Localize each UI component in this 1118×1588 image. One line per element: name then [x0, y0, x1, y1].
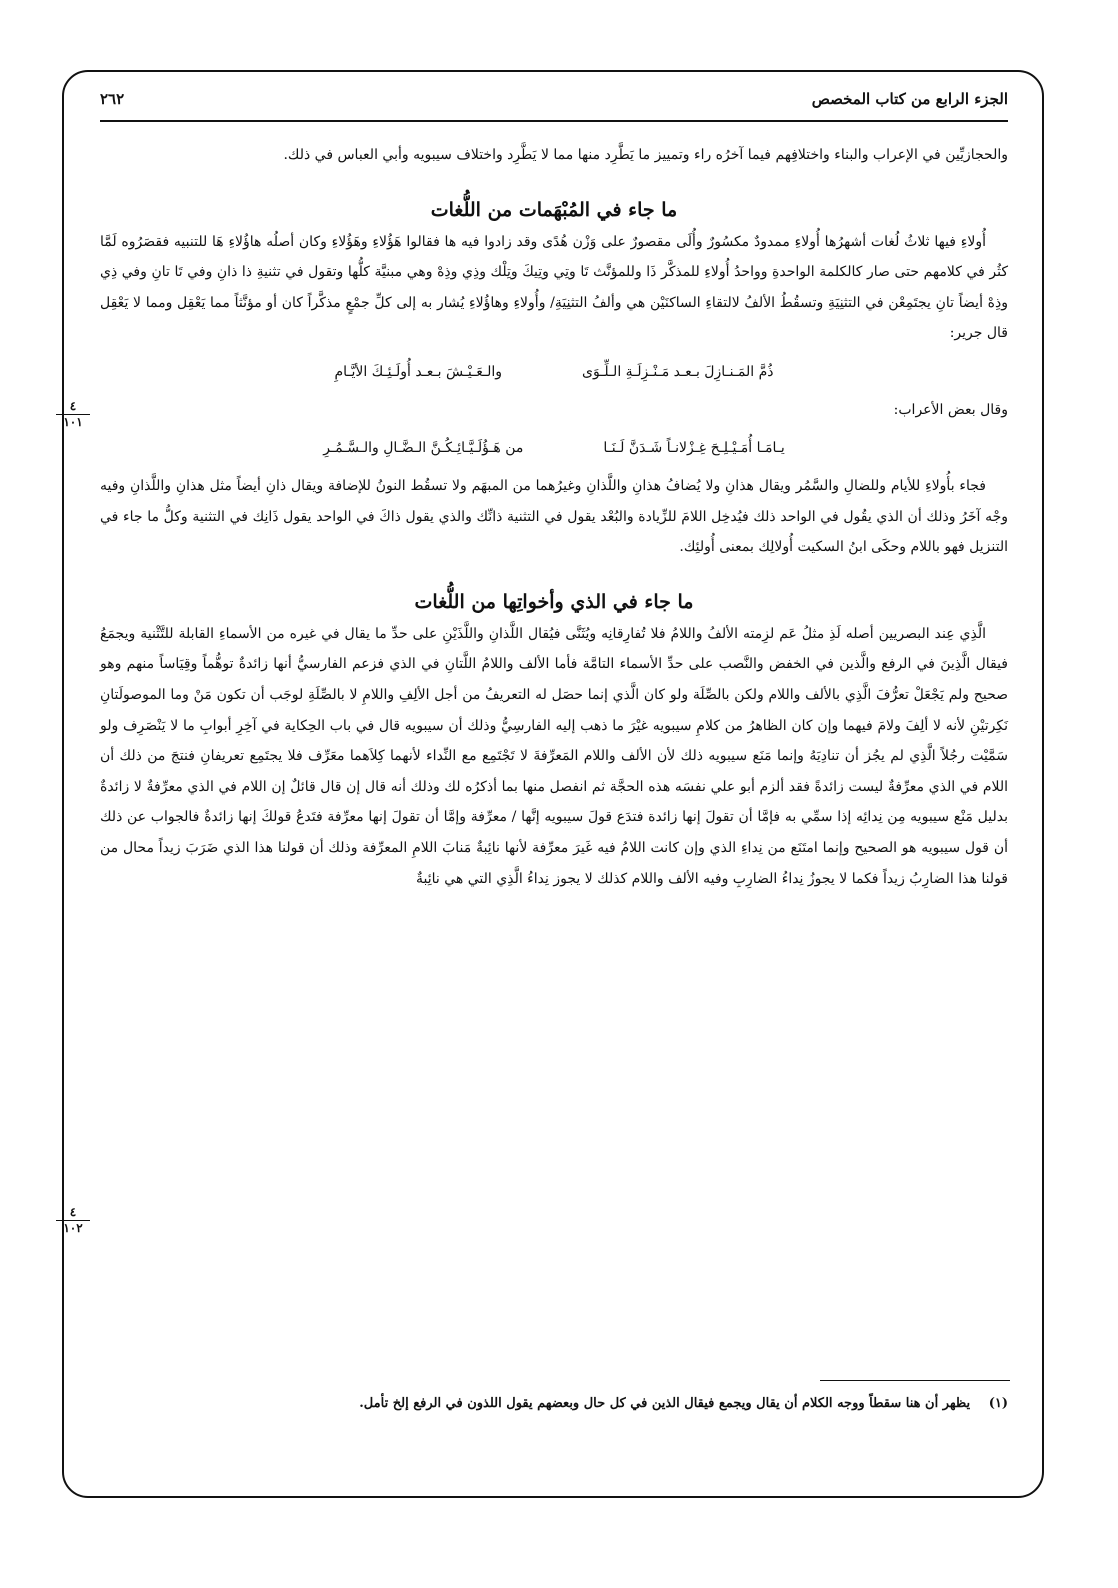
paragraph-ulaik: فجاء بأُولاءِ للأيام وللضالِ والسَّمُر ويقال هذانِ ولا يُضافُ هذانِ واللَّذانِ وغيرُهما من المبهَم ولا تسقُط النونُ للإضافة ويقال ذانِ أيضاً مثل هذانِ واللَّذانِ وفيه وجْه آخَرُ وذلك أن الذي يقُول في الواحد ذلك فيُدخِل اللامَ للزِّيادة والبُعْد يقول في التثنية ذانِّك والذي يقول ذاكَ في الواحد يقول ذَانِك في التثنية وكلُّ ما جاء في التنزيل فهو باللام وحكَى ابنُ السكيت أُولالِك بمعنى أُولئِك. — [100, 477, 1008, 556]
main-text — [100, 140, 1008, 894]
page-number: ٢٦٢ — [100, 90, 125, 108]
section-title-mubhamat: ما جاء في المُبْهَمات من اللُّغات — [430, 198, 678, 221]
footnote-text: يظهر أن هنا سقطاً ووجه الكلام أن يقال ويجمع فيقال الذين في كل حال وبعضهم يقول اللذون في الرفع إلخ تأمل. — [359, 1396, 971, 1411]
footnote-number: (١) — [988, 1396, 1008, 1411]
intro-paragraph: والحجازيِّين في الإعراب والبناء واختلافِهم فيما آخرُه راء وتمييز ما يَطَّرِد منها مما لا يَطَّرِد واختلاف سيبويه وأبي العباس في ذلك. — [283, 147, 1008, 163]
verse-hemistich-second: من هَـؤُلَـيَّـائِـكُـنَّ الـضَّـالِ والـسَّـمُـرِ — [323, 439, 524, 456]
section-title-alladhi: ما جاء في الذي وأخواتِها من اللُّغات — [414, 590, 694, 613]
verse-jarir — [100, 357, 1008, 387]
verse-arab — [100, 433, 1008, 463]
footnote — [100, 1392, 1008, 1416]
margin-reference-101: ٤ ١٠١ — [56, 400, 90, 429]
margin-reference-102: ٤ ١٠٢ — [56, 1206, 90, 1235]
footnote-divider — [820, 1380, 1010, 1381]
verse-hemistich-second: والـعَـيْـشَ بـعـد أُولَـئِـكَ الأيَّـامِ — [334, 363, 503, 380]
verse-intro: وقال بعض الأعراب: — [893, 401, 1008, 418]
verse-hemistich-first: يـامَـا أُمَـيْـلِـحَ غِـزْلانـاً شَـدَنَّ لَـنَـا — [603, 439, 785, 456]
book-title: الجزء الرابع من كتاب المخصص — [811, 90, 1008, 108]
running-header — [100, 78, 1008, 122]
verse-hemistich-first: ذُمَّ المَـنـازِلَ بـعـد مَـنْـزِلَـةِ الـلِّـوَى — [582, 363, 774, 380]
paragraph-ulai: أُولاءِ فيها ثلاثُ لُغات أشهرُها أُولاءِ ممدودٌ مكسُورٌ وأُلَى مقصورٌ على وَزْن هُدًى وقد زادوا فيه ها فقالوا هَؤُلاءِ وهَؤُلاءِ وكان أصلُه هاؤُلاءِ هَا للتنبيه فقصَرُوه لَمَّا كثُر في كلامهم حتى صار كالكلمة الواحدةِ وواحدُ أُولاءِ للمذكَّر ذَا وللمؤنَّث تَا وتِي وتِيكَ وتِلْك وذِي وذِهْ وهي مبنيَّة كلُّها وتقول في تثنيةِ ذا ذانِ وفي تَا تانِ وفي ذِي وذِهْ أيضاً تانِ يجتَمِعْن في التثنِيَةِ وتسقُطُ الألفُ لالتقاءِ الساكنَيْن هي وألفُ التثنِيَةِ/ وأُولاءِ وهاؤُلاءِ يُشار به إلى كلِّ جمْعٍ مذكَّراً كان أو مؤنَّثاً مما يَعْقِل ومما لا يَعْقِل قال جرير: — [100, 233, 1008, 342]
paragraph-alladhi: الَّذِي عِند البصريين أصله لَذِ مثلُ عَم لزِمته الألفُ واللامُ فلا تُفارِقانِه ويُثَنَّى فيُقال اللَّذانِ واللَّذَيْنِ على حدِّ ما يقال في غيره من الأسماءِ القابلة للتَّثْنية ويجمَعُ فيقال الَّذِينَ في الرفع والَّذين في الخفض والنَّصب على حدِّ الأسماء التامَّة فأما الألف واللامُ اللَّتانِ في الذي فزعم الفارسيُّ أنها زائدةٌ توهُّماً وقِيَاساً منهم وهو صحيح ولم يَجْعَلْ تعرُّفَ الَّذِي بالألف واللام ولكن بالصِّلَة ولو كان الَّذي إنما حصَل له التعريفُ من أجل الألِفِ واللامِ لا بالصِّلَةِ لوجَب أن تكون مَنْ وما الموصولَتانِ نَكِرتيْنِ لأنه لا ألِفَ ولامَ فيهما وإن كان الظاهرُ من كلامِ سيبويه غيْرَ ما ذهب إليه الفارسِيُّ وذلك أن سيبويه قال في باب الحِكاية في آخِرِ أبوابِ ما لا يَنْصَرِف ولو سَمَّيْت رجُلاً الَّذِي لم يجُز أن تنادِيَهُ وإنما مَنَع سيبويه ذلك لأن الألف واللام المَعرِّفةَ لا تَجْتَمِع مع النِّداء لأنهما كِلاَهما معَرِّف فلا يجتَمِع تعريفانِ فنتجَ من ذلك أن اللام في الذي معرِّفةٌ ليست زائدةً فقد ألزم أبو علي نفسَه هذه الحجَّة ثم انفصل منها بما أذكرُه لك وذلك أنه قال إن قال قائلٌ إن اللام في الذي معرِّفةٌ لا زائدةٌ بدليل مَنْع سيبويه مِن نِدائِه إذا سمِّي به فإمَّا أن تقولَ إنها زائدة فتدَع قولَ سيبويه إنَّها / معرِّفة وإمَّا أن تقولَ إنها معرِّفة فتَدعُ قولكَ إنها زائدةٌ فالجواب عن ذلك أن قول سيبويه هو الصحيح وإنما امتَنَع من نِداءِ الذي وإن كانت اللامُ فيه غَيرَ معرِّفة لأنها نائِبةٌ مَنابَ اللامِ المعرِّفة وذلك أن قولنا هذا الذي ضَرَبَ زيداً محال من قولنا هذا الضارِبُ زيداً فكما لا يجوزُ نِداءُ الضارِبِ وفيه الألف واللام كذلك لا يجوز نِداءُ الَّذِي التي هي نائِبةٌ — [100, 625, 1008, 887]
